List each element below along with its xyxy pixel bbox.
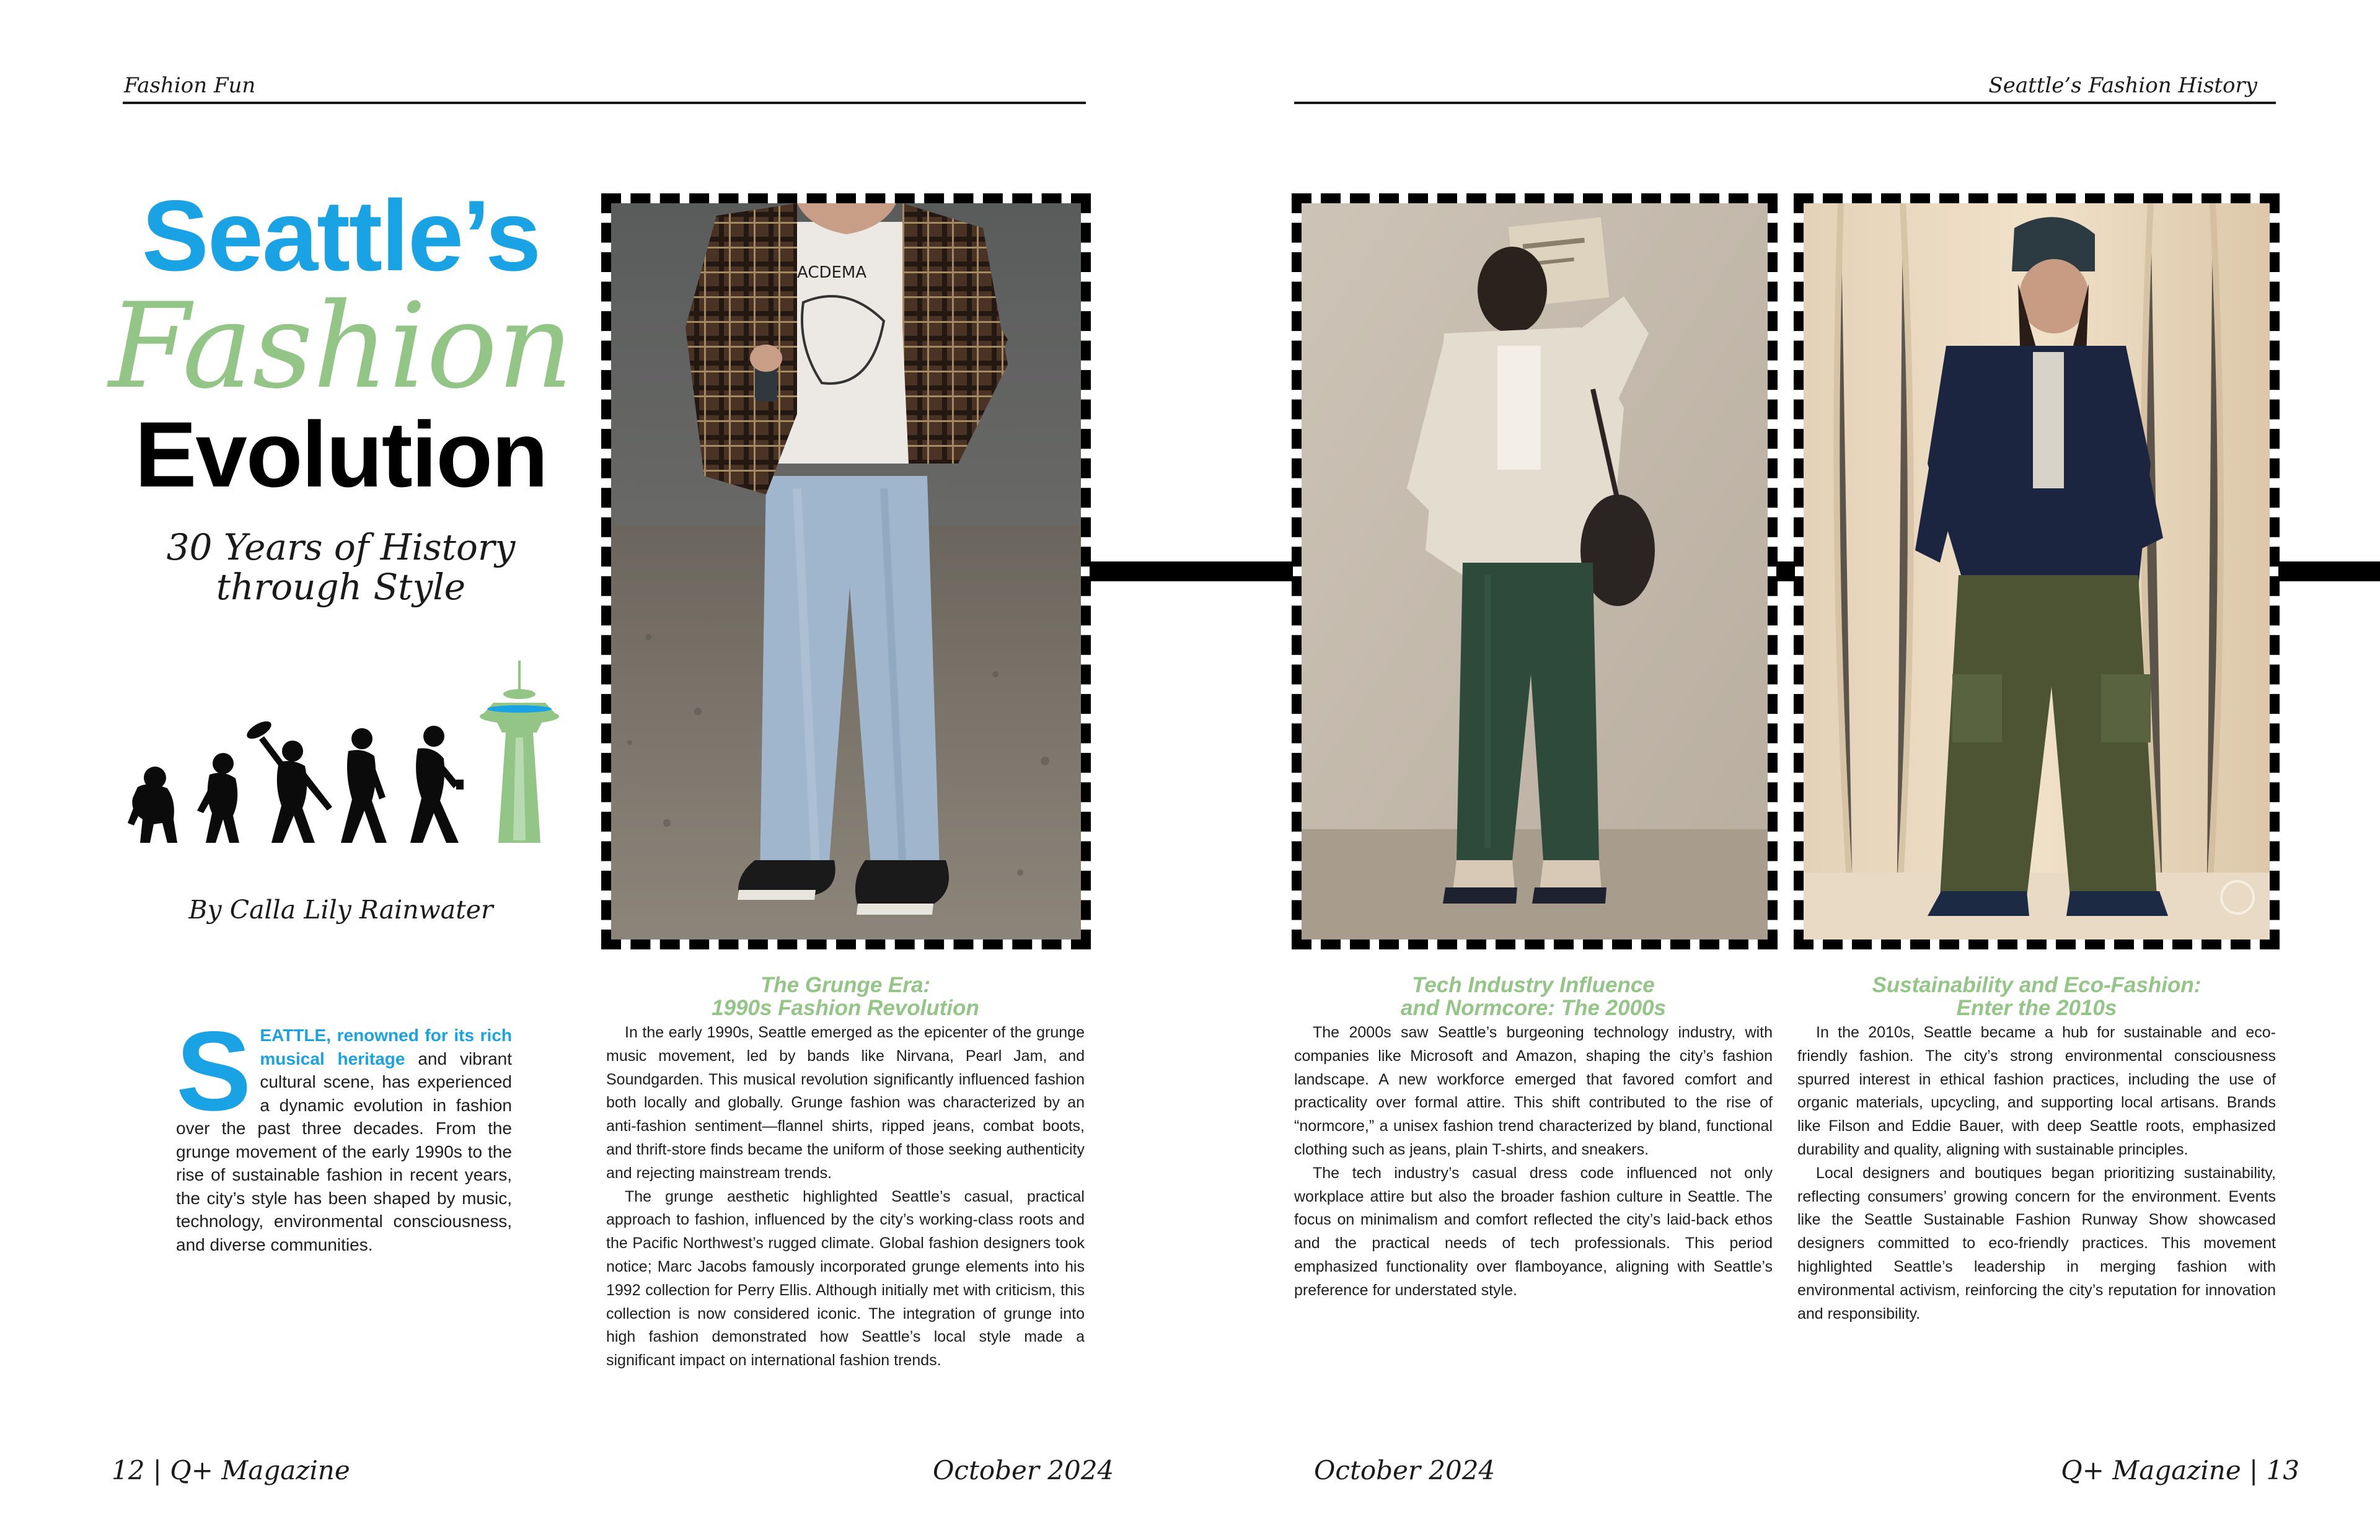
paragraph: Local designers and boutiques began prioritizing sustainability, reflecting consumers’ growing concern for the environment. Events like the Seattle Sustainable Fashion Runway Show showcased designers committed to eco-friendly practices. This movement highlighted Seattle’s leadership in merging fashion with environmental activism, reinforcing the city’s reputation for innovation and responsibility.	[1797, 1164, 2276, 1322]
running-head-left: Fashion Fun	[124, 73, 256, 98]
section-heading-tech	[1294, 974, 1773, 1020]
drop-cap: S	[176, 1008, 252, 1134]
folio-right: Q+ Magazine | 13	[2061, 1455, 2299, 1485]
subtitle	[93, 528, 589, 607]
title-line-evolution: Evolution	[134, 402, 547, 506]
timeline-bar-3	[2278, 561, 2380, 581]
section-heading-grunge	[606, 974, 1085, 1020]
section-heading-grunge-line1: The Grunge Era:	[760, 973, 931, 997]
photo-normcore-linen	[1302, 203, 1769, 941]
date-left: October 2024	[933, 1455, 1114, 1485]
paragraph: In the early 1990s, Seattle emerged as the epicenter of the grunge music movement, led by bands like Nirvana, Pearl Jam, and Soundgarden. This musical revolution significantly influenced fashion both locally and globally. Grunge fashion was characterized by an anti-fashion sentiment—flannel shirts, ripped jeans, combat boots, and thrift-store finds became the uniform of those seeking authenticity and rejecting mainstream trends.	[606, 1024, 1085, 1182]
header-rule-right	[1294, 102, 2276, 104]
title-line-fashion: Fashion	[108, 278, 573, 415]
section-heading-grunge-line2: 1990s Fashion Revolution	[712, 995, 979, 1020]
folio-left: 12 | Q+ Magazine	[112, 1455, 350, 1485]
section-heading-eco-line2: Enter the 2010s	[1956, 995, 2117, 1020]
photo-frame-grunge	[601, 193, 1091, 949]
timeline-bar-1	[1090, 561, 1293, 581]
intro-lead: EATTLE, renowned for its rich musical heritage	[260, 1026, 512, 1068]
photo-frame-eco	[1794, 193, 2280, 949]
section-heading-tech-line1: Tech Industry Influence	[1412, 973, 1655, 997]
subtitle-line-1: 30 Years of History	[166, 526, 516, 568]
date-right: October 2024	[1314, 1455, 1496, 1485]
intro-text: and vibrant cultural scene, has experienced a dynamic evolution in fashion over the past three decades. From the grunge movement of the early 1990s to the rise of sustainable fashion in recent years, the city’s style has been shaped by music, technology, environmental consciousness, and diverse communities.	[176, 1049, 512, 1254]
subtitle-line-2: through Style	[216, 565, 466, 608]
section-heading-eco-line1: Sustainability and Eco-Fashion:	[1872, 973, 2202, 997]
section-body-grunge	[606, 1021, 1085, 1373]
paragraph: The tech industry’s casual dress code influenced not only workplace attire but also the broader fashion culture in Seattle. The focus on minimalism and comfort reflected the city’s laid-back ethos and the practical needs of tech professionals. This period emphasized functionality over flamboyance, aligning with Seattle’s preference for understated style.	[1294, 1164, 1773, 1299]
evolution-illustration	[124, 657, 570, 855]
header-rule-left	[123, 102, 1086, 104]
timeline-bar-2	[1776, 561, 1795, 581]
paragraph: In the 2010s, Seattle became a hub for sustainable and eco-friendly fashion. The city’s strong environmental consciousness spurred interest in ethical fashion practices, including the use of organic materials, upcycling, and supporting local artisans. Brands like Filson and Eddie Bauer, with deep Seattle roots, emphasized durability and quality, aligning with sustainable principles.	[1797, 1024, 2276, 1158]
byline: By Calla Lily Rainwater	[188, 895, 493, 925]
photo-eco-cargo	[1804, 203, 2271, 941]
section-heading-eco	[1797, 974, 2276, 1020]
evolution-silhouette-space-needle-icon	[124, 657, 570, 855]
photo-frame-tech	[1292, 193, 1778, 949]
paragraph: The grunge aesthetic highlighted Seattle’s casual, practical approach to fashion, influenced by the city’s working-class roots and the Pacific Northwest’s rugged climate. Global fashion designers took notice; Marc Jacobs famously incorporated grunge elements into his 1992 collection for Perry Ellis. Although initially met with criticism, this collection is now considered iconic. The integration of grunge into high fashion demonstrated how Seattle’s local style made a significant impact on international fashion trends.	[606, 1187, 1085, 1370]
section-body-eco	[1797, 1021, 2276, 1326]
intro-paragraph	[176, 1008, 512, 1256]
section-heading-tech-line2: and Normcore: The 2000s	[1401, 995, 1666, 1020]
photo-grunge-flannel	[611, 203, 1082, 941]
svg-text:ACDEMA: ACDEMA	[797, 263, 867, 282]
paragraph: The 2000s saw Seattle’s burgeoning technology industry, with companies like Microsoft and Amazon, shaping the city’s fashion landscape. A new workforce emerged that favored comfort and practicality over formal attire. This shift contributed to the rise of “normcore,” a unisex fashion trend characterized by bland, functional clothing such as jeans, plain T-shirts, and sneakers.	[1294, 1024, 1773, 1158]
section-body-tech	[1294, 1021, 1773, 1303]
title-line-seattles: Seattle’s	[141, 180, 540, 292]
running-head-right: Seattle’s Fashion History	[1988, 73, 2257, 98]
